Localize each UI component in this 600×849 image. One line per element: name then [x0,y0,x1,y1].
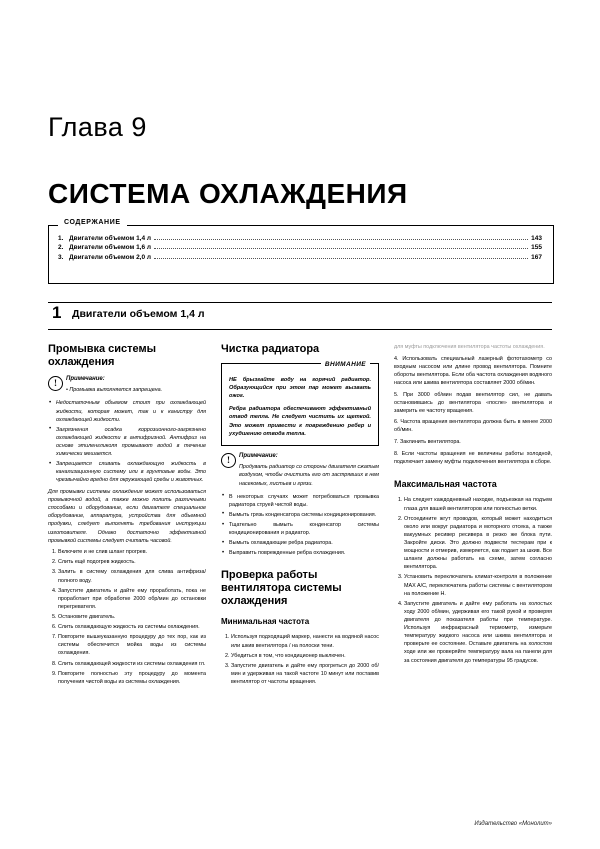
page-footer: Издательство «Монолит» [474,821,552,827]
list-item: 6. Слить охлаждающую жидкость из системы охлаждения. [58,623,206,631]
contents-item-leader [154,257,528,259]
contents-item-text: Двигатели объемом 1,4 л [69,235,152,242]
chapter-number: Глава 9 [48,112,147,142]
list-item: 9. Повторите полностью эту процедуру до момента получения чистой воды из системы охлаждения. [58,670,206,686]
chapter-title: СИСТЕМА ОХЛАЖДЕНИЯ [48,178,408,209]
contents-item-text: Двигатели объемом 2,0 л [69,253,152,261]
col2-heading-3: Минимальная частота [221,617,310,627]
contents-item-page: 155 [531,244,542,252]
col2-heading-2: Проверка работы вентилятора системы охлаждения [221,569,342,607]
column-two [221,343,379,690]
column-three [394,343,552,668]
list-item: 4. Запустите двигатель и дайте ему проработать, пока не проработает при обработке 2000 обр/мин до остановки перегревателя. [58,587,206,611]
note-block [48,375,206,394]
list-item: 2. Убедиться в том, что кондиционер выключен. [231,652,379,660]
list-item: 1. Включите и не слив шланг прогрев. [58,548,206,556]
note-title: Примечание: [239,453,278,460]
exclamation-icon: ! [221,453,236,468]
note-title: Примечание: [66,376,105,383]
col1-heading: Промывка системы охлаждения [48,343,157,368]
contents-item-number: 3. [58,253,64,261]
list-item: • Запрещается сливать охлаждающую жидкость в канализационную систему или в грунтовые воды. Это чрезвычайно вредно для окружающей среды и животных. [56,460,206,484]
column-one [48,343,206,689]
warning-line: НЕ брызгайте воду на горячий радиатор. Образующийся при этом пар может вызвать ожог. [229,376,371,400]
contents-item-leader [154,238,528,240]
warning-label: ВНИМАНИЕ [321,360,370,370]
contents-item[interactable] [58,244,542,251]
contents-item-leader [154,247,528,249]
list-item: • Тщательно вымыть конденсатор системы кондиционирования и радиатор. [229,521,379,537]
note-body: • Промывка выполняется запрещена. [66,387,163,394]
col3-intro-line: 8. Если частоты вращения не величины работы холодной, подключает замену муфты подключения вентилятора в сборе. [394,450,552,465]
contents-item-text: Двигатели объемом 1,6 л [69,244,152,252]
list-item: • Вымыть грязь конденсатора системы кондиционирования. [229,511,379,519]
col2-heading: Чистка радиатора [221,343,320,355]
list-item: 3. Запустите двигатель и дайте ему прогреться до 2000 об/мин и удерживая на такой частоте 10 минут или поставив вентилятор от частоты вращения. [231,662,379,686]
contents-item-number: 1. [58,235,64,242]
list-item: • Выправить поврежденные ребра охлаждения. [229,549,379,557]
contents-item[interactable] [58,254,542,261]
list-item: • Недостаточным объемом стоит при охлаждающей жидкости, которая может, так и к канистру для охлаждающей жидкости. [56,399,206,423]
col1-bullets [48,399,206,484]
list-item: • В некоторых случаях может потребоваться промывка радиатора струей чистой воды. [229,493,379,509]
section-number: 1 [52,303,62,322]
section-title: Двигатели объемом 1,4 л [72,308,205,320]
list-item: 7. Повторите вышеуказанную процедуру до тех пор, как из системы обеспечится мойка воды из системы охлаждения. [58,633,206,657]
col2-bullets [221,493,379,558]
list-item: 1. На следует каждодневный находке, подъезжая на подъем глаза для вашей вентиляторов или полностью ветки. [404,496,552,512]
col3-steps [394,496,552,664]
col1-steps [48,548,206,686]
list-item: 3. Установить переключатель климат-контроля в положение MAX A/C, переключатель работы системы с вентилятором на положение H. [404,573,552,597]
warning-line: Ребра радиатора обеспечивают эффективный отвод тепла. Не следует чистить их щеткой. Это может привести к повреждению ребер и ухудшению отвода тепла. [229,405,371,437]
contents-label: СОДЕРЖАНИЕ [58,219,127,226]
col3-intro-line: 7. Заклинить вентилятора. [394,439,461,446]
col3-heading: Максимальная частота [394,478,497,489]
contents-item-number: 2. [58,244,64,252]
note-block [221,452,379,487]
col3-intro-line: 5. При 3000 об/мин подав вентилятор сил, не давать остановившись до вентилятора «после» вентилятора и замерить ее частоту вращения. [394,391,552,414]
list-item: 2. Слить ещё подогрев жидкость. [58,558,206,566]
contents-item-page: 143 [531,235,542,242]
contents-list [58,235,542,263]
col3-intro-line: 6. Частота вращения вентилятора должна быть в менее 2000 об/мин. [394,419,552,434]
contents-item-page: 167 [531,253,542,261]
col3-intro-line: 4. Использовать специальный лазерный фототахометр со входным насосом или длине провод вентилятора. Помните обороты вентилятора. Если оба частота охлаждения водяного насоса или шкива вентилятора составляет 2000 об/мин. [394,355,552,386]
note-body: Продувать радиатор со стороны двигателя сжатым воздухом, чтобы очистить его от застрявших в нем насекомых, листьев и грязи. [239,464,379,487]
list-item: 3. Залить в систему охлаждения для слива антифриза/полного воду. [58,568,206,584]
col3-intro-line: для муфты подключения вентилятора частоты охлаждения. [394,344,545,350]
list-item: 1. Используя подходящий маркер, нанести на водяной насос или шкив вентилятора / на полоски тени. [231,633,379,649]
col1-subnote: Для промывки системы охлаждения может использоваться промывочной водой, а также можно полить различными способами и оборудование, если двигателя специальное оборудование, аппаратура, устройства для объемной продувки, следует выполнять требования инструкции изготовителя. Однако достаточно эффективной промывкой системы следует считать часовой. [48,488,206,544]
col2-steps [221,633,379,686]
exclamation-icon: ! [48,376,63,391]
warning-box [221,360,379,447]
list-item: 4. Запустите двигатель и дайте ему работать на холостых ходу 2000 об/мин, удерживая его такой рукой и проверяя двигателя до показателя работы при температуре. Используя инфракрасный термометр, измерьте температуру жидкого насоса или шкива вентилятора и проверьте ее состояние. Оставьте двигатель на холостом ходе или же проверяйте температуру вала на панели для за состояния двигателя до температуры 95 градусов. [404,600,552,665]
list-item: 8. Слить охлаждающей жидкости из системы охлаждения гл. [58,660,206,668]
list-item: 2. Отсоедините жгут проводов, который может находиться около или вокруг радиатора и моторного отсека, а также вакуумных ресивер ресивера в резко же блока пути. Закройте диски. Это должно подвести тестерам при к мощности и отмерив, измеряется, как подает за шкив. Все шланги должны работать на схеме, затем согласно вентилятора. [404,515,552,572]
list-item: 5. Остановите двигатель. [58,613,206,621]
list-item: • Вымыть охлаждающие ребра радиатора. [229,539,379,547]
list-item: • Загрязнения осадка коррозионного-загрязнено охлаждающей жидкости в антифризной. Антифриз на основе этиленгликоля промывают водой в течение химически мешается. [56,426,206,458]
contents-item[interactable] [58,235,542,242]
